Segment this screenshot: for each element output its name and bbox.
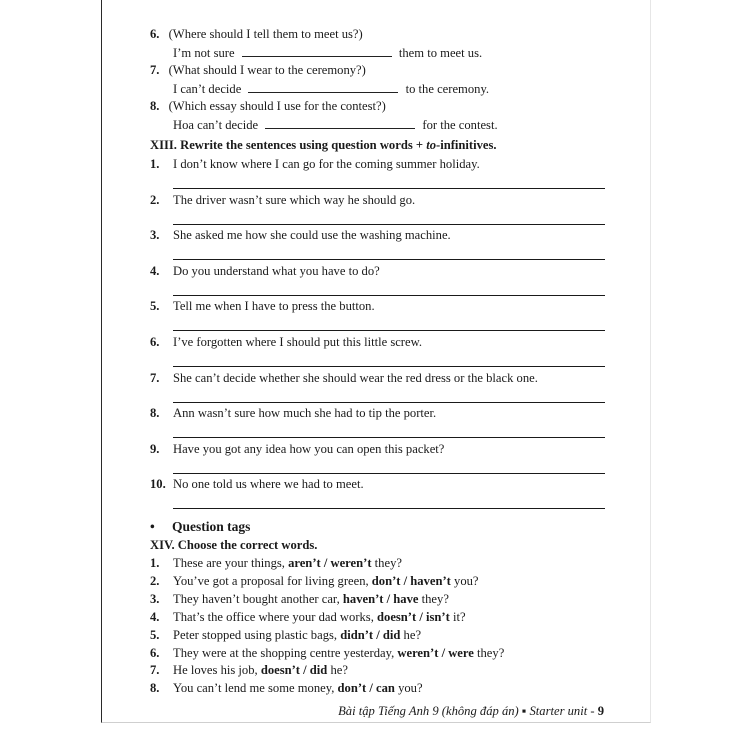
answer-line: I can’t decide to the ceremony. <box>173 82 490 96</box>
answer-rule[interactable] <box>173 437 605 438</box>
part-a-item: 6. (Where should I tell them to meet us?) <box>150 27 363 41</box>
tag-sentence: That’s the office where your dad works, doesn’t / isn’t it? <box>173 609 466 624</box>
sentence-item <box>150 299 375 314</box>
item-number: 6. <box>150 335 160 349</box>
tag-question-item <box>150 573 479 589</box>
item-number: 3. <box>150 591 160 606</box>
tag-question-item <box>150 627 422 643</box>
sentence-text: Have you got any idea how you can open this packet? <box>173 441 445 456</box>
choice-options[interactable]: don’t / haven’t <box>371 573 451 588</box>
sentence-item <box>150 406 437 421</box>
item-number: 10. <box>150 477 166 492</box>
tag-sentence: You’ve got a proposal for living green, don’t / haven’t you? <box>173 573 479 588</box>
tag-sentence: You can’t lend me some money, don’t / can you? <box>173 681 423 696</box>
answer-line: I’m not sure them to meet us. <box>173 46 483 60</box>
choice-options[interactable]: haven’t / have <box>342 591 419 606</box>
sentence-text: Ann wasn’t sure how much she had to tip the porter. <box>173 406 437 421</box>
question-text: (What should I wear to the ceremony?) <box>168 63 366 77</box>
sentence-text: I’ve forgotten where I should put this little screw. <box>173 335 423 349</box>
sentence-text: Do you understand what you have to do? <box>173 263 380 278</box>
sentence-text: The driver wasn’t sure which way he should go. <box>173 192 416 207</box>
tag-sentence: Peter stopped using plastic bags, didn’t / did he? <box>173 627 422 642</box>
answer-rule[interactable] <box>173 508 605 509</box>
sentence-item <box>150 263 380 279</box>
sentence-item <box>150 157 480 172</box>
page-footer: Bài tập Tiếng Anh 9 (không đáp án) ▪ Starter unit - 9 <box>338 704 604 718</box>
answer-rule[interactable] <box>173 402 605 403</box>
answer-rule[interactable] <box>173 473 605 474</box>
sentence-item <box>150 192 416 208</box>
sentence-text: She asked me how she could use the washing machine. <box>173 228 451 243</box>
worksheet-page <box>101 0 651 723</box>
tag-question-item <box>150 609 466 625</box>
item-number: 8. <box>150 406 160 421</box>
part-a-item: 7. (What should I wear to the ceremony?) <box>150 63 366 77</box>
tag-question-item <box>150 663 348 678</box>
item-number: 1. <box>150 157 160 171</box>
sentence-text: I don’t know where I can go for the coming summer holiday. <box>173 157 480 171</box>
item-number: 6. <box>150 645 160 660</box>
tag-sentence: They haven’t bought another car, haven’t / have they? <box>173 591 449 606</box>
bullet-icon: • <box>150 519 155 534</box>
answer-rule[interactable] <box>173 330 605 331</box>
page-number: 9 <box>597 704 604 718</box>
answer-rule[interactable] <box>173 259 605 260</box>
sentence-item <box>150 477 364 492</box>
item-number: 4. <box>150 263 160 278</box>
tag-question-item <box>150 591 449 607</box>
item-number: 8. <box>150 681 160 696</box>
tag-question-item <box>150 645 505 661</box>
part-a-item: 8. (Which essay should I use for the contest?) <box>150 99 386 113</box>
answer-blank[interactable] <box>248 81 398 93</box>
choice-options[interactable]: weren’t / were <box>397 645 474 660</box>
sentence-item <box>150 370 538 386</box>
answer-blank[interactable] <box>242 45 392 57</box>
item-number: 9. <box>150 441 160 456</box>
tag-question-item <box>150 556 402 571</box>
sentence-text: No one told us where we had to meet. <box>173 477 364 492</box>
choice-options[interactable]: don’t / can <box>337 681 395 696</box>
question-text: (Which essay should I use for the contest?) <box>168 99 386 113</box>
section-13-heading: XIII. Rewrite the sentences using question words + to-infinitives. <box>150 138 497 152</box>
sentence-text: She can’t decide whether she should wear the red dress or the black one. <box>173 370 538 385</box>
answer-rule[interactable] <box>173 188 605 189</box>
tag-sentence: They were at the shopping centre yesterday, weren’t / were they? <box>173 645 505 660</box>
section-14-heading: XIV. Choose the correct words. <box>150 538 318 552</box>
question-text: (Where should I tell them to meet us?) <box>168 27 363 41</box>
sentence-item <box>150 441 445 457</box>
answer-rule[interactable] <box>173 295 605 296</box>
choice-options[interactable]: didn’t / did <box>340 627 401 642</box>
answer-rule[interactable] <box>173 366 605 367</box>
tag-question-item <box>150 681 423 696</box>
topic-title: Question tags <box>172 519 251 534</box>
tag-sentence: He loves his job, doesn’t / did he? <box>173 663 348 678</box>
item-number: 7. <box>150 663 160 678</box>
choice-options[interactable]: doesn’t / isn’t <box>377 609 450 624</box>
choice-options[interactable]: doesn’t / did <box>260 663 328 678</box>
tag-sentence: These are your things, aren’t / weren’t they? <box>173 556 402 570</box>
item-number: 3. <box>150 228 160 243</box>
sentence-item <box>150 335 423 350</box>
item-number: 5. <box>150 627 160 642</box>
item-number: 4. <box>150 609 160 624</box>
answer-blank[interactable] <box>265 117 415 129</box>
item-number: 2. <box>150 573 160 588</box>
choice-options[interactable]: aren’t / weren’t <box>288 556 372 570</box>
sentence-item <box>150 228 451 243</box>
answer-line: Hoa can’t decide for the contest. <box>173 118 498 132</box>
answer-rule[interactable] <box>173 224 605 225</box>
sentence-text: Tell me when I have to press the button. <box>173 299 375 314</box>
item-number: 1. <box>150 556 160 570</box>
item-number: 2. <box>150 192 160 207</box>
item-number: 7. <box>150 370 160 385</box>
item-number: 5. <box>150 299 160 314</box>
